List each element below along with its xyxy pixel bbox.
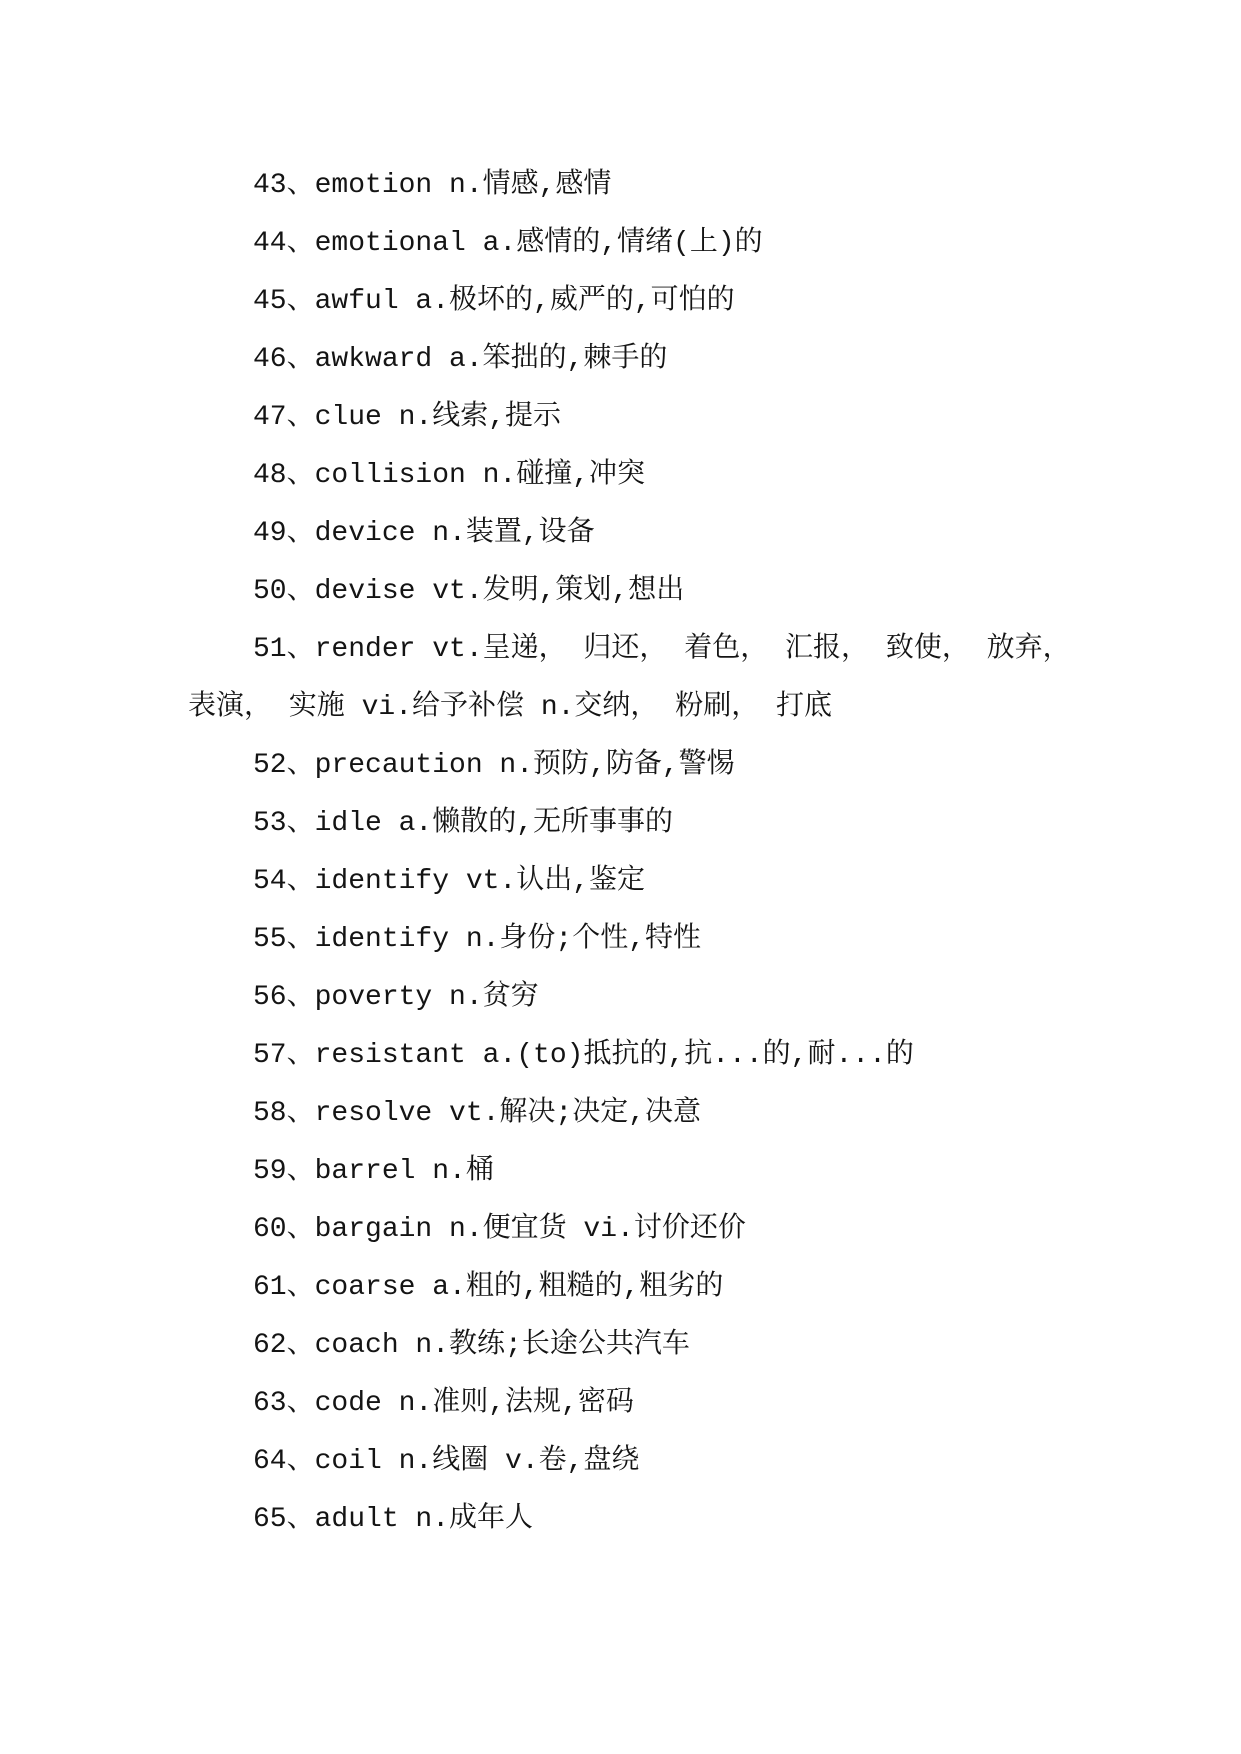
vocab-entry-48: 48、collision n.碰撞,冲突 <box>253 460 646 491</box>
vocab-entry-47: 47、clue n.线索,提示 <box>253 402 562 433</box>
vocab-entry-45: 45、awful a.极坏的,威严的,可怕的 <box>253 286 735 317</box>
vocab-entry-52: 52、precaution n.预防,防备,警惕 <box>253 750 735 781</box>
vocab-entry-62: 62、coach n.教练;长途公共汽车 <box>253 1330 690 1361</box>
vocab-entry-57: 57、resistant a.(to)抵抗的,抗...的,耐...的 <box>253 1040 914 1071</box>
vocab-entry-61: 61、coarse a.粗的,粗糙的,粗劣的 <box>253 1272 724 1303</box>
vocab-entry-51-line-1: 51、render vt.呈递， 归还， 着色， 汇报， 致使， 放弃， <box>253 634 1071 665</box>
vocab-entry-53: 53、idle a.懒散的,无所事事的 <box>253 808 674 839</box>
vocab-entry-60: 60、bargain n.便宜货 vi.讨价还价 <box>253 1214 746 1245</box>
vocab-entry-56: 56、poverty n.贫穷 <box>253 982 539 1013</box>
vocab-entry-55: 55、identify n.身份;个性,特性 <box>253 924 702 955</box>
vocabulary-list <box>0 157 1241 1549</box>
vocab-entry-46: 46、awkward a.笨拙的,棘手的 <box>253 344 668 375</box>
vocab-entry-44: 44、emotional a.感情的,情绪(上)的 <box>253 228 763 259</box>
vocab-entry-63: 63、code n.准则,法规,密码 <box>253 1388 634 1419</box>
vocab-entry-49: 49、device n.装置,设备 <box>253 518 595 549</box>
vocab-entry-58: 58、resolve vt.解决;决定,决意 <box>253 1098 702 1129</box>
vocab-entry-51-line-2: 表演， 实施 vi.给予补偿 n.交纳， 粉刷， 打底 <box>188 692 833 723</box>
vocab-entry-65: 65、adult n.成年人 <box>253 1504 534 1535</box>
vocab-entry-43: 43、emotion n.情感,感情 <box>253 170 612 201</box>
vocab-entry-50: 50、devise vt.发明,策划,想出 <box>253 576 685 607</box>
vocab-entry-64: 64、coil n.线圈 v.卷,盘绕 <box>253 1446 640 1477</box>
vocab-entry-54: 54、identify vt.认出,鉴定 <box>253 866 646 897</box>
vocab-entry-59: 59、barrel n.桶 <box>253 1156 494 1187</box>
